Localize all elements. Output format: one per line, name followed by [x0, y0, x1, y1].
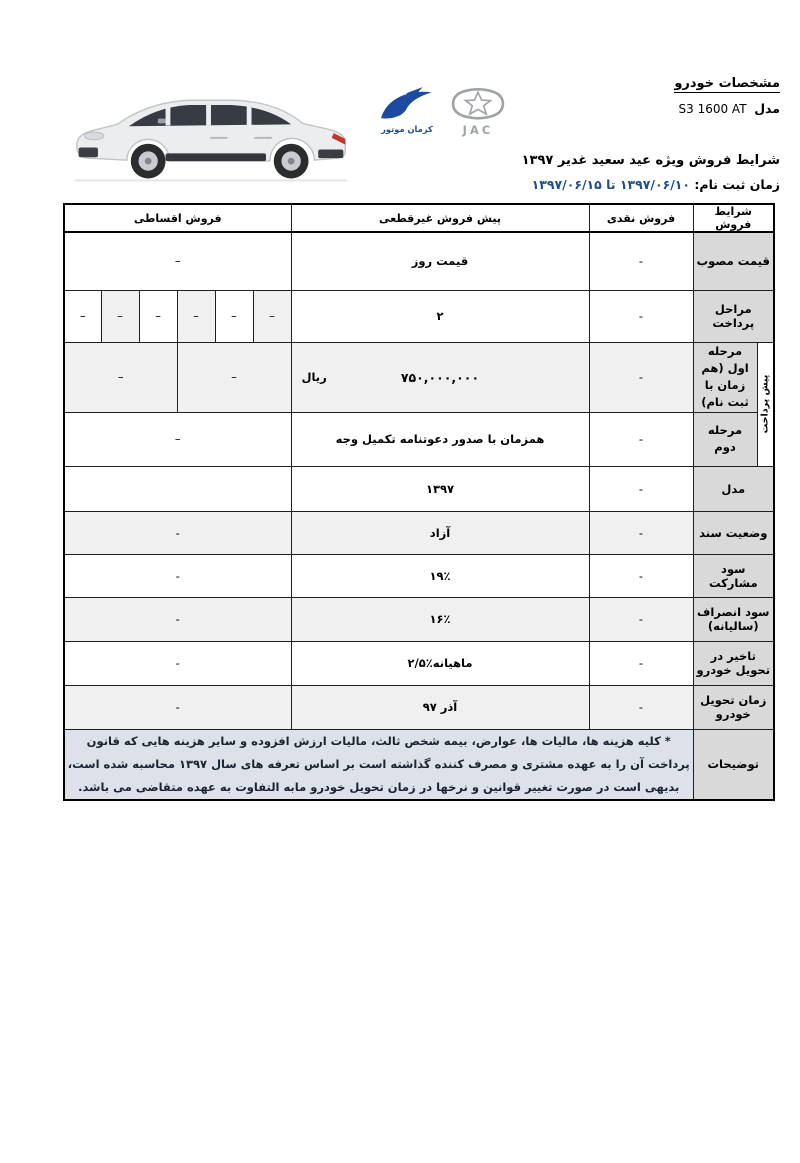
model-value: S3 1600 AT: [678, 102, 747, 116]
withdrawal-profit-installment: -: [64, 597, 291, 641]
delivery-time-cash: -: [589, 685, 693, 729]
model-label: مدل: [754, 101, 780, 116]
stage1-unit: ریال: [301, 370, 327, 384]
kerman-motor-logo: [374, 84, 440, 138]
model-cash: -: [589, 466, 693, 511]
register-line: [480, 177, 780, 192]
sale-title: شرایط فروش ویژه عید سعید غدیر ۱۳۹۷: [521, 153, 780, 168]
payment-stages-installment-cell: –: [177, 290, 215, 342]
label-model: مدل: [693, 466, 774, 511]
kerman-swoosh-icon: [381, 92, 432, 119]
row-approved-price: [64, 232, 774, 290]
payment-stages-presale: ۲: [291, 290, 589, 342]
approved-price-presale: قیمت روز: [291, 232, 589, 290]
label-payment-stages: مراحل پرداخت: [693, 290, 774, 342]
row-partnership-profit: [64, 554, 774, 597]
delivery-delay-installment: -: [64, 641, 291, 685]
partnership-profit-cash: -: [589, 554, 693, 597]
stage1-amount: ۷۵۰,۰۰۰,۰۰۰: [400, 369, 480, 385]
stage1-installment-cell: –: [64, 342, 177, 412]
header-installment: فروش اقساطی: [64, 204, 291, 232]
register-label: زمان ثبت نام:: [694, 177, 780, 192]
delivery-delay-presale: [291, 641, 589, 685]
stage1-presale: [291, 342, 589, 412]
header-cash: فروش نقدی: [589, 204, 693, 232]
delivery-delay-cash: -: [589, 641, 693, 685]
row-model: [64, 466, 774, 511]
prepayment-label: پیش پرداخت: [759, 374, 771, 434]
model-line: [480, 101, 780, 116]
label-stage1: مرحله اول (هم زمان با ثبت نام): [693, 342, 757, 412]
payment-stages-installment-cell: –: [253, 290, 291, 342]
row-stage2: [64, 412, 774, 466]
row-doc-status: [64, 511, 774, 554]
header-text-block: [480, 72, 780, 192]
car-rocker-trim: [166, 153, 266, 161]
spec-title: مشخصات خودرو: [674, 76, 780, 91]
car-rear-hub: [288, 158, 295, 165]
model-presale: ۱۳۹۷: [291, 466, 589, 511]
payment-stages-installment-cell: –: [139, 290, 177, 342]
partnership-profit-presale: ۱۹٪: [291, 554, 589, 597]
car-headlight: [84, 132, 103, 140]
payment-stages-cash: -: [589, 290, 693, 342]
table-header-row: [64, 204, 774, 232]
withdrawal-profit-cash: -: [589, 597, 693, 641]
row-stage1: [64, 342, 774, 412]
row-notes: [64, 729, 774, 800]
delivery-time-installment: -: [64, 685, 291, 729]
delivery-delay-unit: ماهیانه: [432, 656, 473, 670]
label-withdrawal-profit: سود انصراف (سالیانه): [693, 597, 774, 641]
stage2-presale: همزمان با صدور دعوتنامه تکمیل وجه: [291, 412, 589, 466]
label-doc-status: وضعیت سند: [693, 511, 774, 554]
label-partnership-profit: سود مشارکت: [693, 554, 774, 597]
prepayment-strip: [757, 342, 774, 466]
register-dates: ۱۳۹۷/۰۶/۱۰ تا ۱۳۹۷/۰۶/۱۵: [531, 177, 691, 192]
stage2-cash: -: [589, 412, 693, 466]
label-stage2: مرحله دوم: [693, 412, 757, 466]
sale-conditions-table: [63, 203, 775, 801]
payment-stages-installment-cell: –: [101, 290, 139, 342]
doc-status-cash: -: [589, 511, 693, 554]
kerman-logo-text: کرمان موتور: [381, 123, 433, 134]
row-payment-stages: [64, 290, 774, 342]
row-delivery-delay: [64, 641, 774, 685]
notes-text: * کلیه هزینه ها، مالیات ها، عوارض، بیمه شخص ثالث، مالیات ارزش افزوده و سایر هزینه هایی که قانون پرداخت آن را به عهده مشتری و مصرف کننده گذاشته است بر اساس تعرفه های سال ۱۳۹۷ محاسبه شده است، بدیهی است در صورت تغییر قوانین و نرخها در زمان تحویل خودرو مابه التفاوت به عهده متقاضی می باشد.: [64, 729, 693, 800]
stage2-installment: –: [64, 412, 291, 466]
label-delivery-delay: تاخیر در تحویل خودرو: [693, 641, 774, 685]
car-front-hub: [145, 158, 152, 165]
row-delivery-time: [64, 685, 774, 729]
doc-status-presale: آزاد: [291, 511, 589, 554]
label-delivery-time: زمان تحویل خودرو: [693, 685, 774, 729]
doc-status-installment: -: [64, 511, 291, 554]
header-terms: شرایط فروش: [693, 204, 774, 232]
car-mirror: [158, 119, 166, 124]
label-approved-price: قیمت مصوب: [693, 232, 774, 290]
delivery-time-presale: آذر ۹۷: [291, 685, 589, 729]
car-front-bumper-trim: [79, 148, 98, 158]
approved-price-installment: –: [64, 232, 291, 290]
approved-price-cash: -: [589, 232, 693, 290]
withdrawal-profit-presale: ۱۶٪: [291, 597, 589, 641]
jac-logo-text: JAC: [462, 122, 494, 137]
delivery-delay-value: ٪۲/۵: [407, 656, 433, 670]
car-side-view-image: [62, 78, 358, 192]
stage1-cash: -: [589, 342, 693, 412]
stage1-installment-cell: –: [177, 342, 291, 412]
payment-stages-installment-cell: –: [64, 290, 101, 342]
partnership-profit-installment: -: [64, 554, 291, 597]
car-rear-bumper-trim: [318, 149, 343, 158]
header-presale: پیش فروش غیرقطعی: [291, 204, 589, 232]
row-withdrawal-profit: [64, 597, 774, 641]
payment-stages-installment-cell: –: [215, 290, 253, 342]
model-installment: [64, 466, 291, 511]
label-notes: توضیحات: [693, 729, 774, 800]
